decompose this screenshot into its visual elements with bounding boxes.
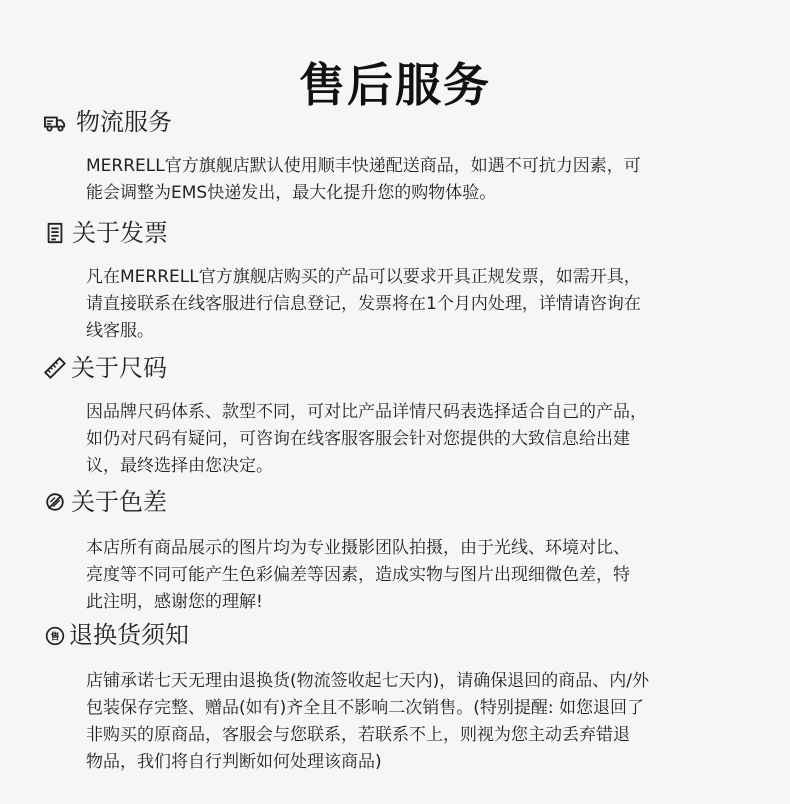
ruler-icon [44,357,66,379]
section-color-difference [0,485,790,612]
return-sale-badge-icon [45,626,65,646]
body-line: 非购买的原商品，客服会与您联系，若联系不上，则视为您主动丢弃错退 [86,725,630,745]
body-line: 本店所有商品展示的图片均为专业摄影团队拍摄，由于光线、环境对比、 [86,538,630,558]
section-header [0,351,790,385]
section-title: 退换货须知 [69,621,189,649]
section-body [86,264,746,345]
body-line: 店铺承诺七天无理由退换货(物流签收起七天内)，请确保退回的商品、内/外 [86,671,649,691]
section-returns [0,618,790,772]
section-header [0,618,790,652]
badge-text: 售 [50,631,60,643]
section-size [0,351,790,476]
section-body [86,668,746,776]
section-invoice [0,216,790,341]
body-line: 此注明，感谢您的理解! [86,592,263,612]
body-line: 如仍对尺码有疑问，可咨询在线客服客服会针对您提供的大致信息给出建 [86,429,630,449]
body-line: 亮度等不同可能产生色彩偏差等因素，造成实物与图片出现细微色差，特 [86,565,630,585]
delivery-truck-icon [44,112,66,134]
body-line: 能会调整为EMS快递发出，最大化提升您的购物体验。 [86,183,497,203]
body-line: 请直接联系在线客服进行信息登记，发票将在1个月内处理，详情请咨询在 [86,294,641,314]
section-title: 关于发票 [72,219,168,247]
section-body [86,535,746,616]
body-line: 议，最终选择由您决定。 [86,456,273,476]
body-line: MERRELL官方旗舰店默认使用顺丰快递配送商品，如遇不可抗力因素，可 [86,156,641,176]
color-difference-icon [44,491,66,513]
body-line: 包装保存完整、赠品(如有)齐全且不影响二次销售。(特别提醒: 如您退回了 [86,698,645,718]
section-header [0,216,790,250]
section-title: 关于尺码 [71,354,167,382]
section-logistics [0,105,790,203]
section-header [0,105,790,139]
body-line: 凡在MERRELL官方旗舰店购买的产品可以要求开具正规发票，如需开具， [86,267,641,287]
page-title: 售后服务 [299,57,491,112]
section-body [86,399,746,480]
body-line: 物品，我们将自行判断如何处理该商品) [86,752,382,772]
body-line: 因品牌尺码体系、款型不同，可对比产品详情尺码表选择适合自己的产品， [86,402,647,422]
section-header [0,485,790,519]
body-line: 线客服。 [86,321,154,341]
section-body [86,153,746,207]
section-title: 物流服务 [76,108,172,136]
invoice-document-icon [44,222,66,244]
section-title: 关于色差 [71,488,167,516]
